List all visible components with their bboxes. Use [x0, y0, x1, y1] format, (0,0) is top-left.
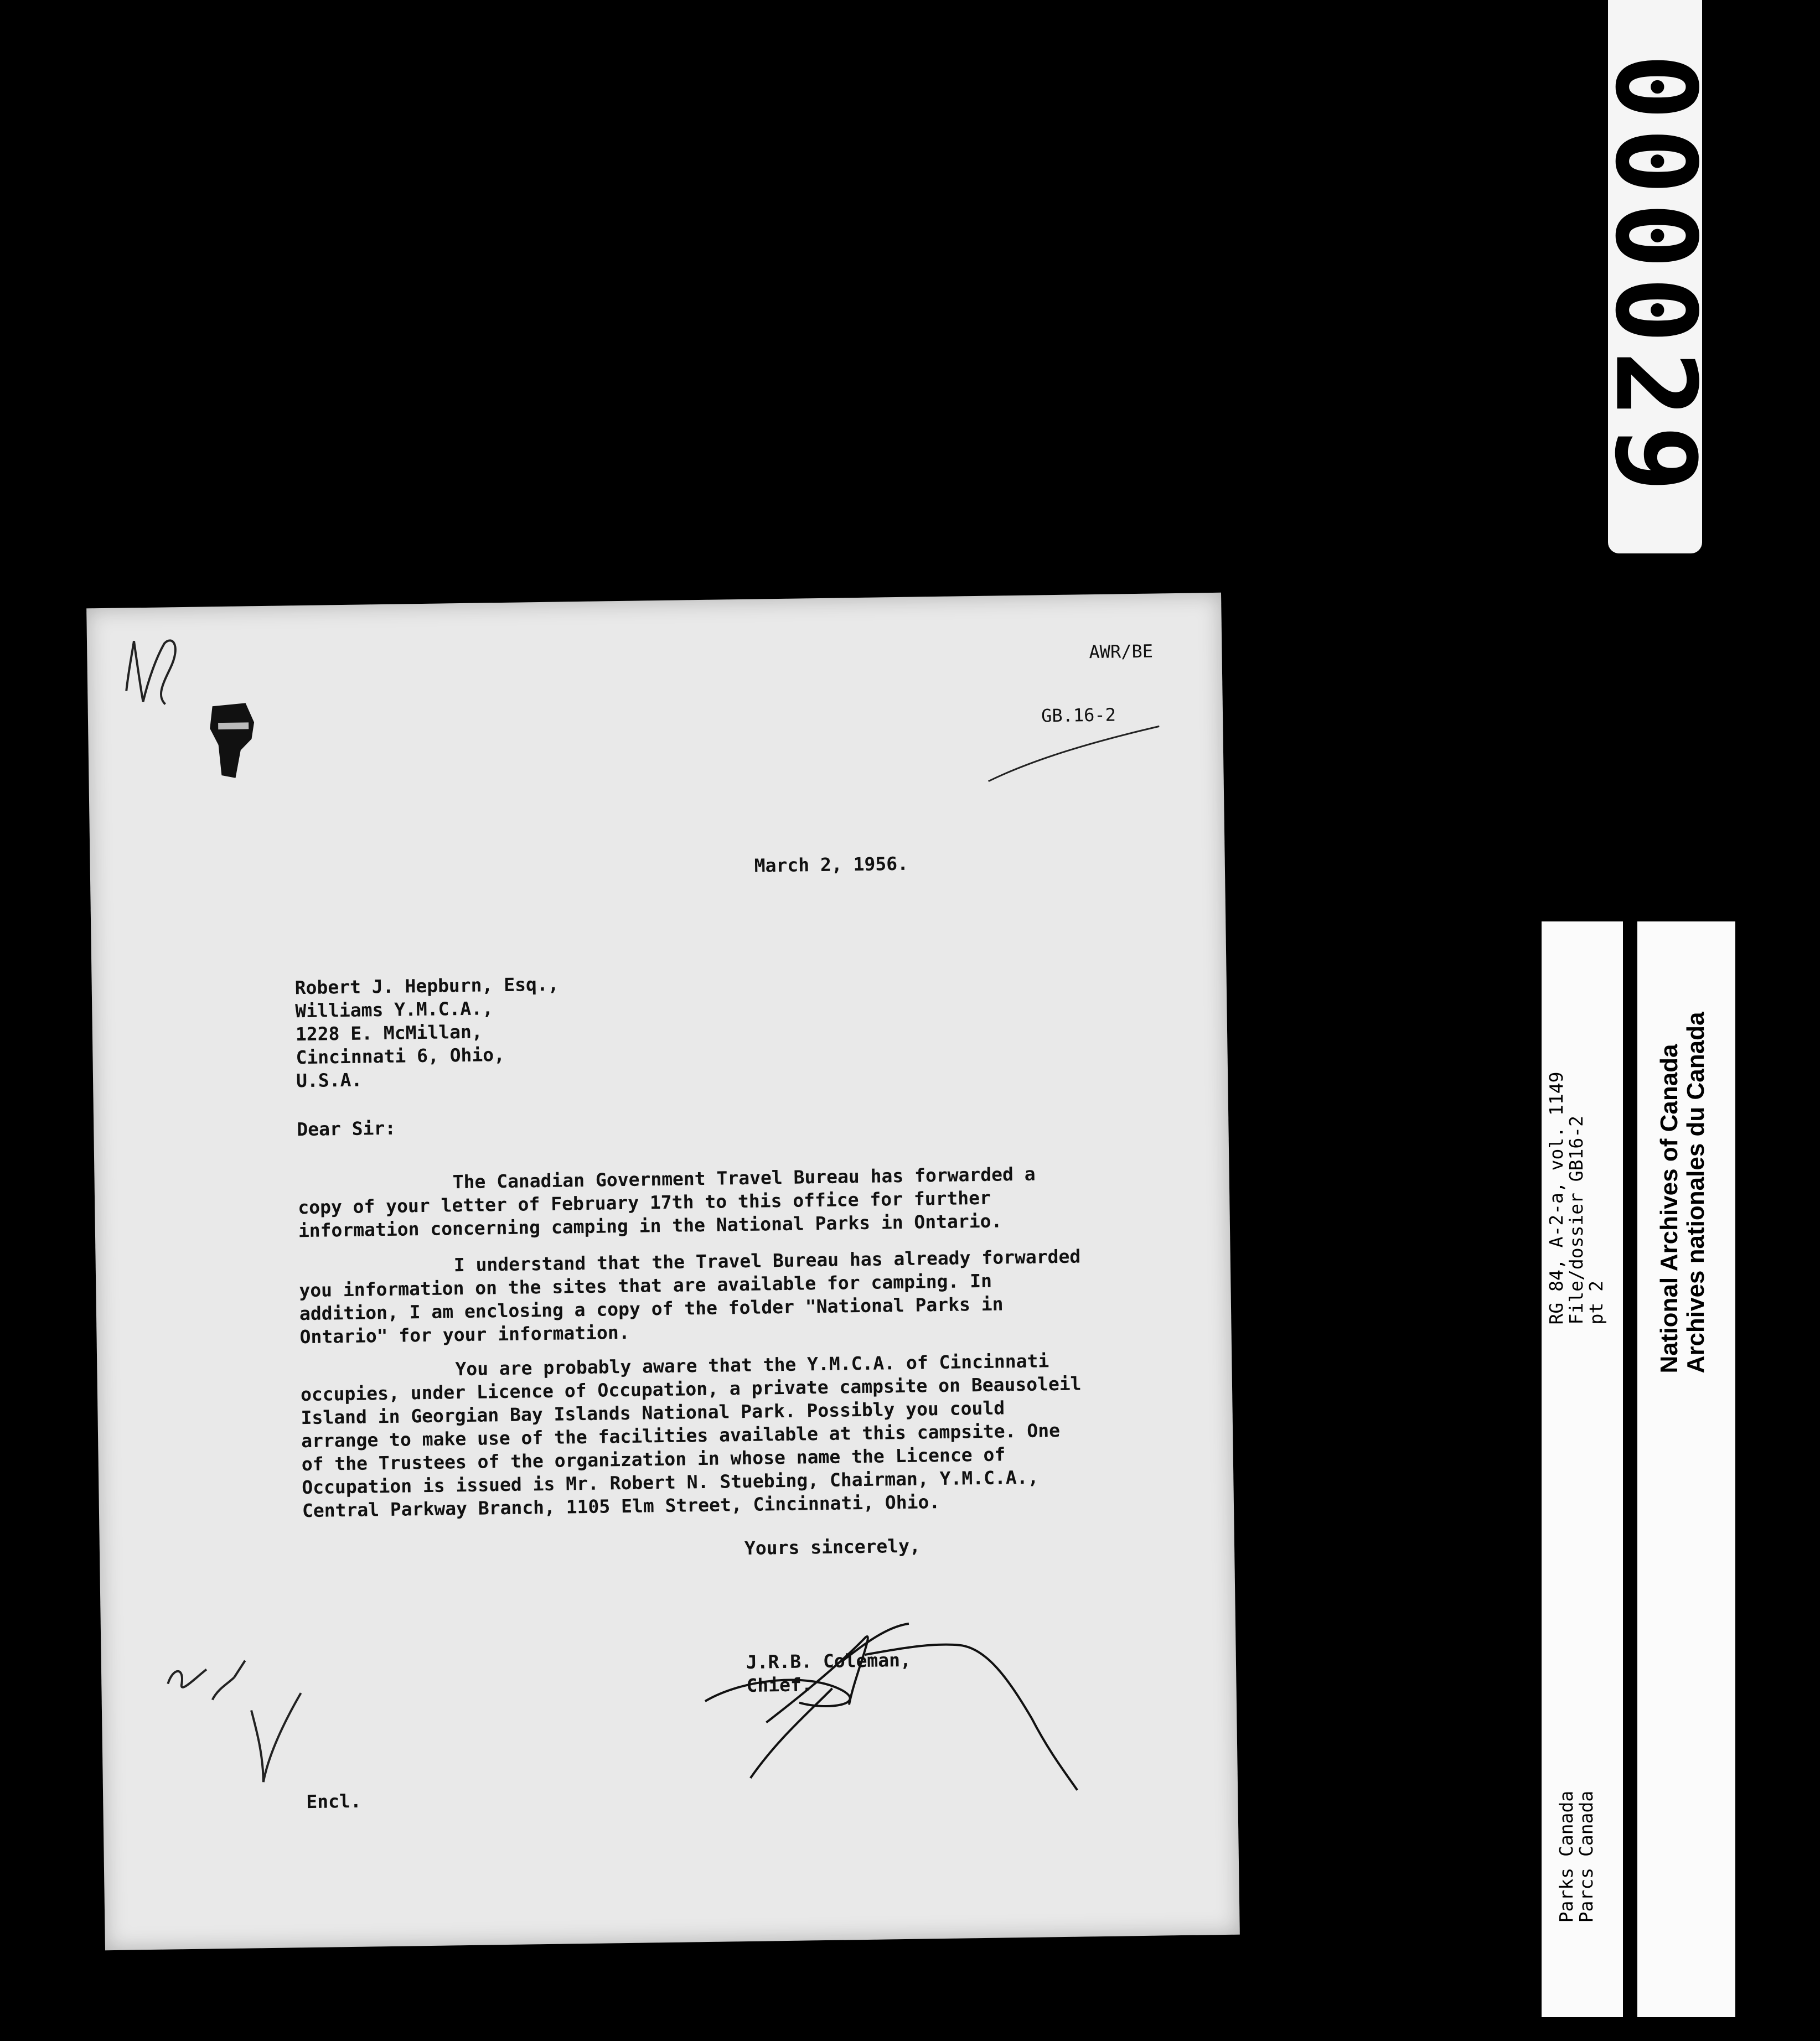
frame-number: 000029 — [1590, 53, 1720, 500]
address-line: Robert J. Hepburn, Esq., — [294, 973, 559, 999]
body-paragraph: You are probably aware that the Y.M.C.A. of Cincinnati occupies, under Licence of Occupation, a private campsite on Beausoleil Island in Georgian Bay Islands National Park. Possibly you could arrange to make use of the facilities available at this campsite. One of the Trustees of the organization in whose name the Licence of Occupation is issued is Mr. Robert N. Stuebing, Chairman, Y.M.C.A., Central Parkway Branch, 1105 Elm Street, Cincinnati, Ohio. — [300, 1350, 1082, 1522]
enclosure-notation: Encl. — [306, 1790, 361, 1813]
archive-label — [1542, 921, 1735, 2017]
signer-title: Chief. — [746, 1674, 813, 1696]
label-divider — [1623, 921, 1637, 2017]
letter-date: March 2, 1956. — [754, 852, 909, 877]
letter-page — [86, 593, 1240, 1950]
body-paragraph: The Canadian Government Travel Bureau has forwarded a copy of your letter of February 17th to this office for further information concerning camping in the National Parks in Ontario. — [298, 1163, 1036, 1242]
address-line: Williams Y.M.C.A., — [295, 997, 494, 1022]
archive-name-line: Archives nationales du Canada — [1682, 1012, 1709, 1374]
address-line: U.S.A. — [296, 1069, 363, 1092]
archive-reference-line: RG 84, A-2-a, vol. 1149 — [1545, 1071, 1567, 1325]
file-number: GB.16-2 — [1041, 704, 1116, 727]
handwritten-margin-note — [156, 1643, 313, 1811]
signature — [698, 1591, 1088, 1806]
body-paragraph: I understand that the Travel Bureau has already forwarded you information on the sites that are available for camping. In addition, I am enclosing a copy of the folder "National Parks in Ontario" for your information. — [299, 1245, 1081, 1348]
address-line: Cincinnati 6, Ohio, — [296, 1043, 505, 1069]
agency-name-line: Parcs Canada — [1575, 1790, 1597, 1923]
punch-hole-mark — [201, 700, 263, 784]
signer-block — [746, 1649, 912, 1697]
archive-reference — [1547, 1072, 1606, 1325]
agency-name — [1557, 1791, 1596, 1923]
closing: Yours sincerely, — [744, 1535, 921, 1559]
archive-reference-line: File/dossier GB16-2 — [1565, 1115, 1587, 1325]
recipient-address — [294, 973, 560, 1093]
address-line: 1228 E. McMillan, — [295, 1021, 483, 1045]
archive-name — [1656, 1012, 1709, 1374]
agency-name-line: Parks Canada — [1555, 1790, 1577, 1923]
reference-initials: AWR/BE — [1089, 640, 1154, 663]
salutation: Dear Sir: — [297, 1117, 396, 1141]
frame-number-strip — [1590, 0, 1720, 553]
signer-name: J.R.B. Coleman, — [746, 1649, 912, 1673]
archive-name-line: National Archives of Canada — [1656, 1044, 1683, 1374]
file-number-underline — [985, 723, 1163, 786]
archive-reference-line: pt 2 — [1585, 1281, 1607, 1325]
